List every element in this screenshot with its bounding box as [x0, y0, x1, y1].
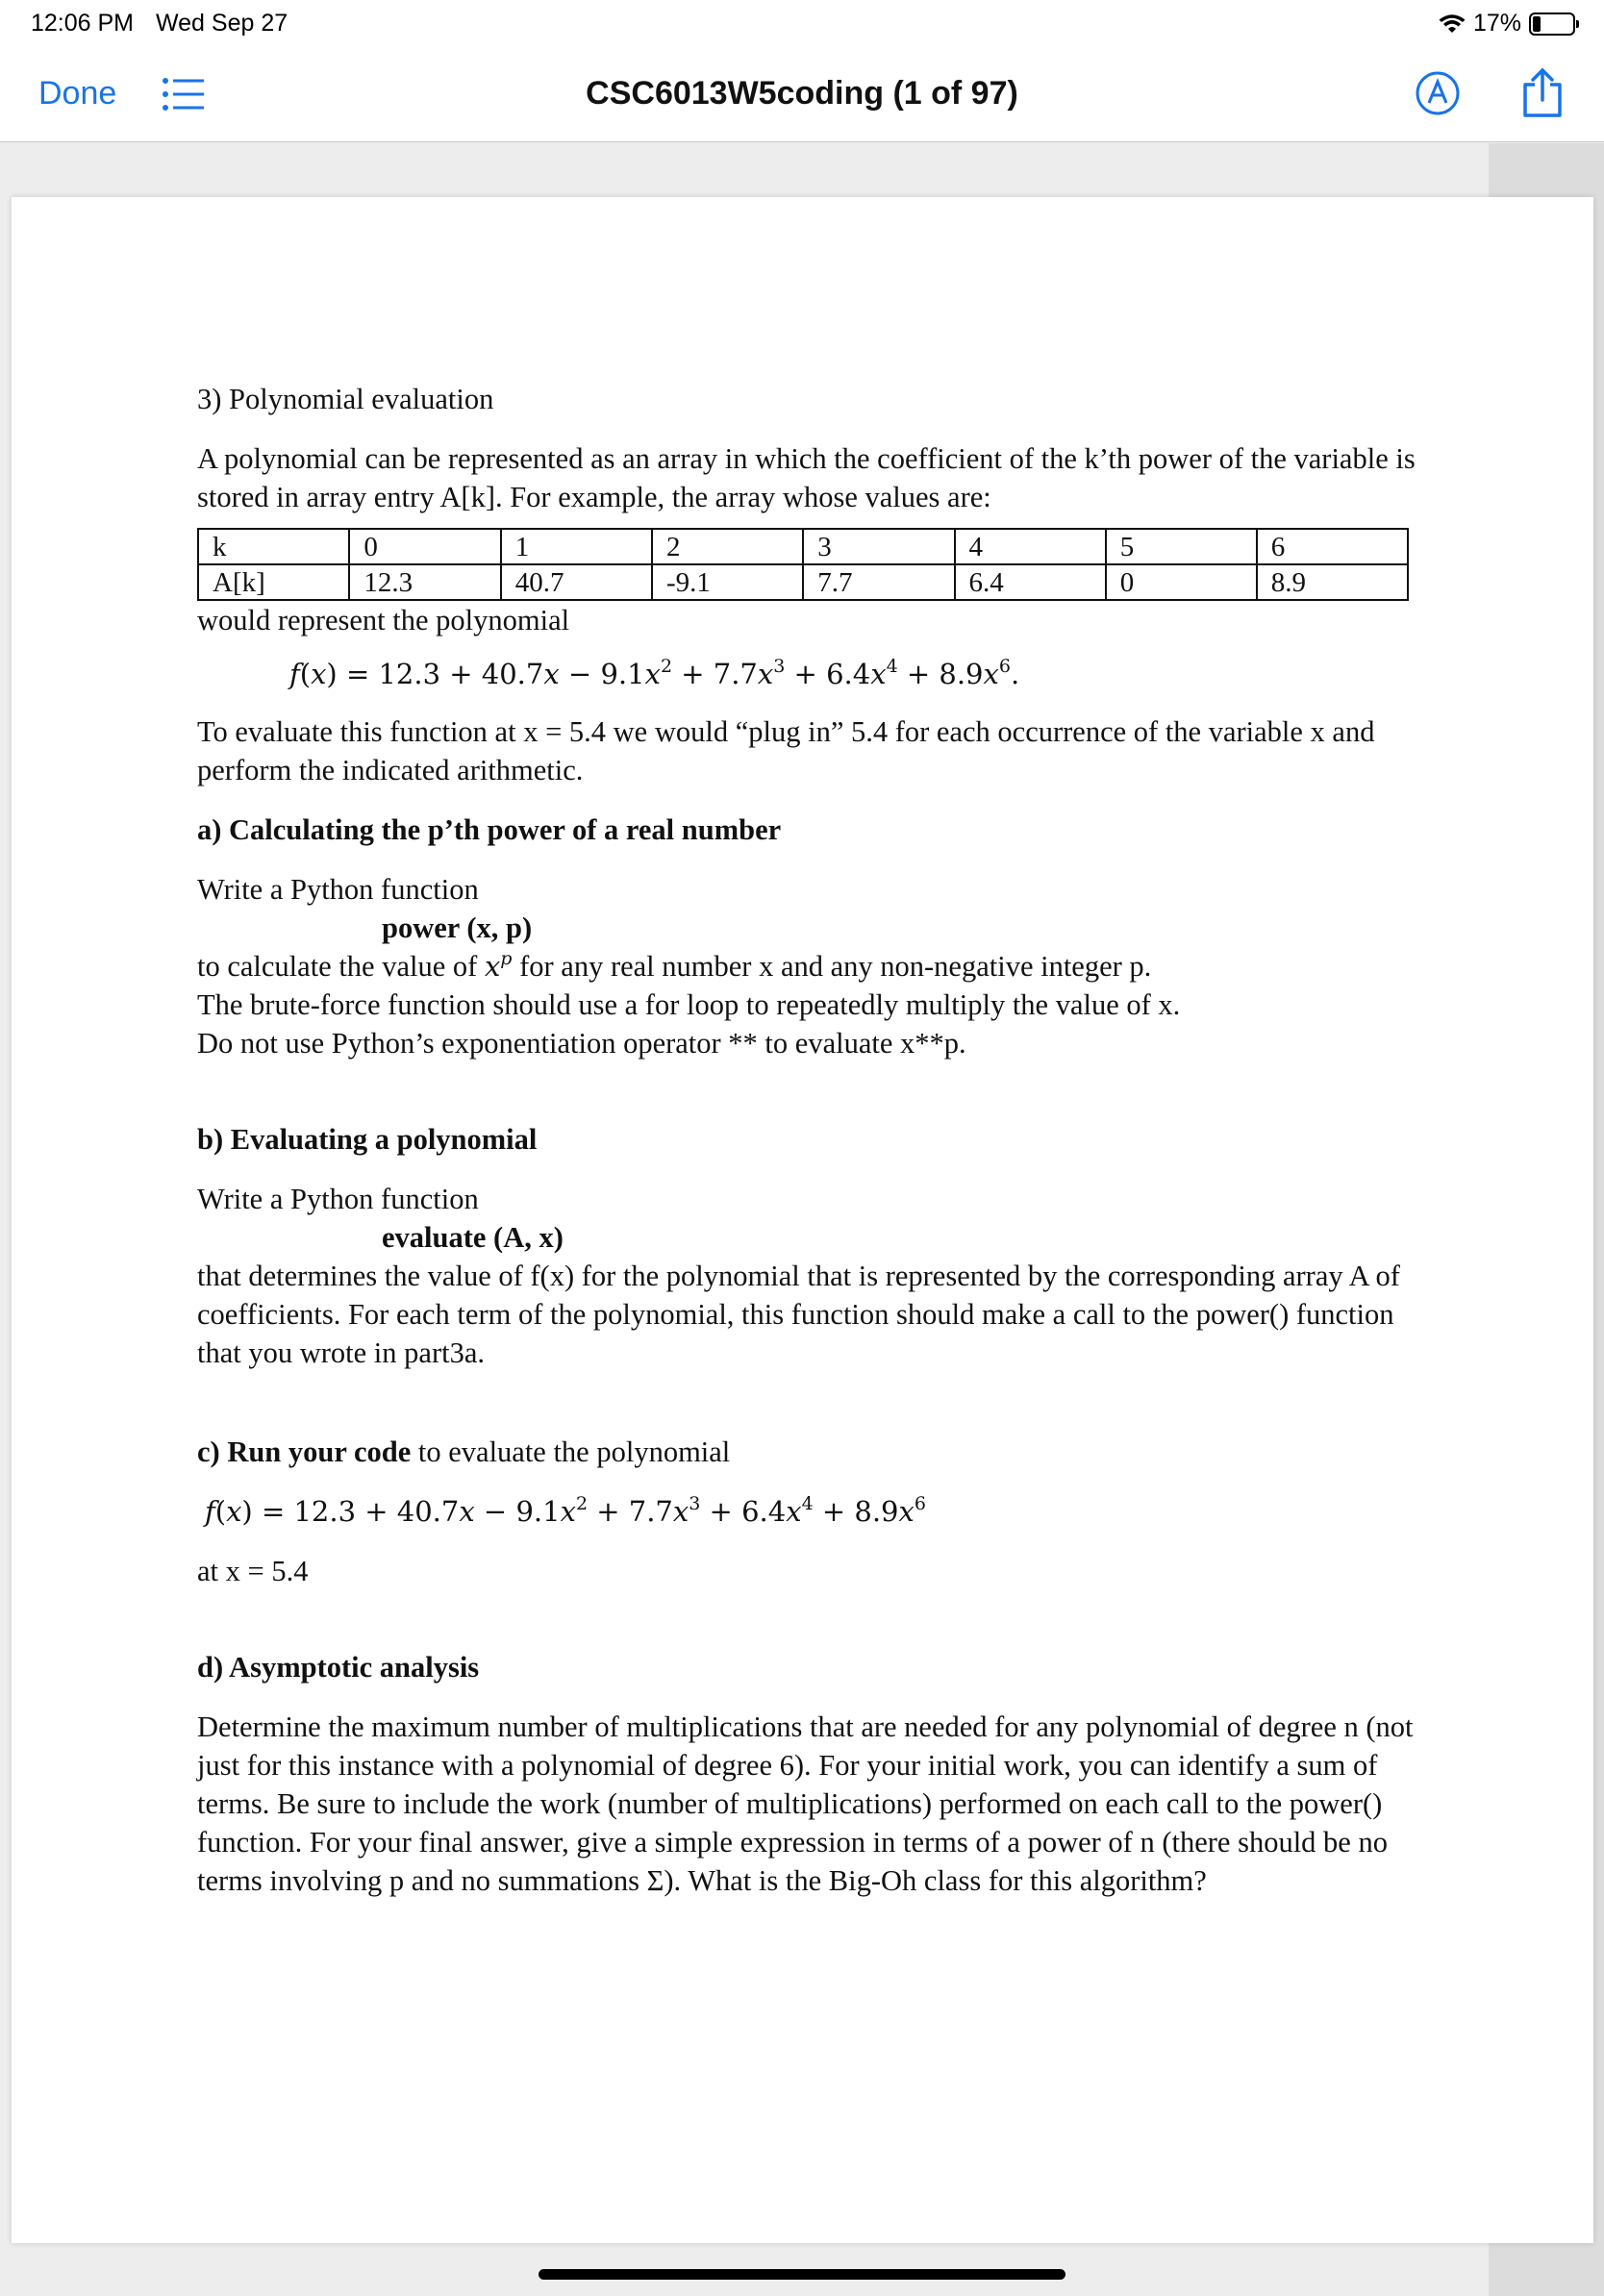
status-time: 12:06 PM	[31, 10, 135, 37]
share-icon[interactable]	[1519, 67, 1566, 119]
table-cell: 6.4	[955, 564, 1106, 600]
part-b-text: that determines the value of f(x) for the polynomial that is represented by the corresponding array A of coefficients. For each term of the polynomial, this function should make a call to the power() function that you wrote in part3a.	[197, 1260, 1400, 1369]
part-a-line1-end: for any real number x and any non-negative integer p.	[512, 950, 1152, 983]
part-a-lead: Write a Python function	[197, 873, 479, 906]
document-title: CSC6013W5coding (1 of 97)	[586, 75, 1018, 112]
home-indicator[interactable]	[539, 2269, 1065, 2280]
status-indicators	[1439, 10, 1575, 37]
section-title: 3) Polynomial evaluation	[197, 383, 494, 415]
table-cell: 5	[1106, 529, 1257, 564]
part-a-line2: The brute-force function should use a for loop to repeatedly multiply the value of x.	[197, 988, 1181, 1021]
done-button[interactable]: Done	[38, 75, 117, 112]
part-a-line1-start: to calculate the value of	[197, 950, 485, 983]
part-a-title: a) Calculating the p’th power of a real number	[197, 813, 782, 846]
part-c-at: at x = 5.4	[197, 1555, 309, 1587]
outline-list-icon[interactable]	[162, 75, 206, 113]
table-cell: 12.3	[349, 564, 500, 600]
table-cell: 0	[1106, 564, 1257, 600]
table-cell: 2	[652, 529, 803, 564]
evaluate-paragraph: To evaluate this function at x = 5.4 we would “plug in” 5.4 for each occurrence of the variable x and perform the indicated arithmetic.	[197, 715, 1375, 786]
table-cell: A[k]	[198, 564, 349, 600]
status-bar	[0, 0, 1604, 48]
table-cell: k	[198, 529, 349, 564]
part-d-title: d) Asymptotic analysis	[197, 1651, 480, 1684]
part-b-signature: evaluate (A, x)	[382, 1221, 564, 1254]
part-a-signature: power (x, p)	[382, 911, 533, 944]
table-cell: 6	[1257, 529, 1408, 564]
part-c-title	[197, 1433, 1428, 1471]
battery-percent: 17%	[1472, 10, 1521, 37]
part-c-title-rest: to evaluate the polynomial	[411, 1435, 731, 1468]
table-cell: 7.7	[803, 564, 954, 600]
table-row	[198, 529, 1408, 564]
table-cell: 3	[803, 529, 954, 564]
polynomial-formula-c: $f(x) = 12.3 + 40.7x - 9.1x^2 + 7.7x^3 + 6.4x^4 + 8.9x^6$	[205, 1493, 926, 1528]
coefficient-table	[197, 528, 1409, 601]
wifi-icon	[1439, 13, 1466, 35]
document-page	[12, 197, 1593, 2243]
part-c-title-bold: c) Run your code	[197, 1435, 412, 1468]
page-content	[197, 380, 1428, 1921]
part-a-line1	[197, 947, 1428, 986]
part-b-lead: Write a Python function	[197, 1183, 479, 1215]
table-cell: -9.1	[652, 564, 803, 600]
toolbar	[0, 48, 1604, 142]
part-a-line3: Do not use Python’s exponentiation operator ** to evaluate x**p.	[197, 1027, 966, 1060]
power-expression: $x^p$	[484, 948, 513, 983]
polynomial-formula: $f(x) = 12.3 + 40.7x - 9.1x^2 + 7.7x^3 + 6.4x^4 + 8.9x^6$.	[289, 656, 1020, 690]
markup-icon[interactable]	[1414, 69, 1462, 117]
battery-icon	[1529, 12, 1575, 36]
part-d-text: Determine the maximum number of multiplications that are needed for any polynomial of degree n (not just for this instance with a polynomial of degree 6). For your initial work, you can identify a sum of terms. Be sure to include the work (number of multiplications) performed on each call to the power() function. For your final answer, give a simple expression in terms of a power of n (there should be no terms involving p and no summations Σ). What is the Big-Oh class for this algorithm?	[197, 1710, 1414, 1897]
table-cell: 8.9	[1257, 564, 1408, 600]
after-table-text: would represent the polynomial	[197, 604, 570, 636]
status-date: Wed Sep 27	[156, 10, 288, 37]
table-row	[198, 564, 1408, 600]
table-cell: 0	[349, 529, 500, 564]
table-cell: 4	[955, 529, 1106, 564]
intro-paragraph: A polynomial can be represented as an array in which the coefficient of the k’th power of the variable is stored in array entry A[k]. For example, the array whose values are:	[197, 442, 1416, 513]
table-cell: 40.7	[501, 564, 652, 600]
part-b-title: b) Evaluating a polynomial	[197, 1123, 538, 1156]
table-cell: 1	[501, 529, 652, 564]
